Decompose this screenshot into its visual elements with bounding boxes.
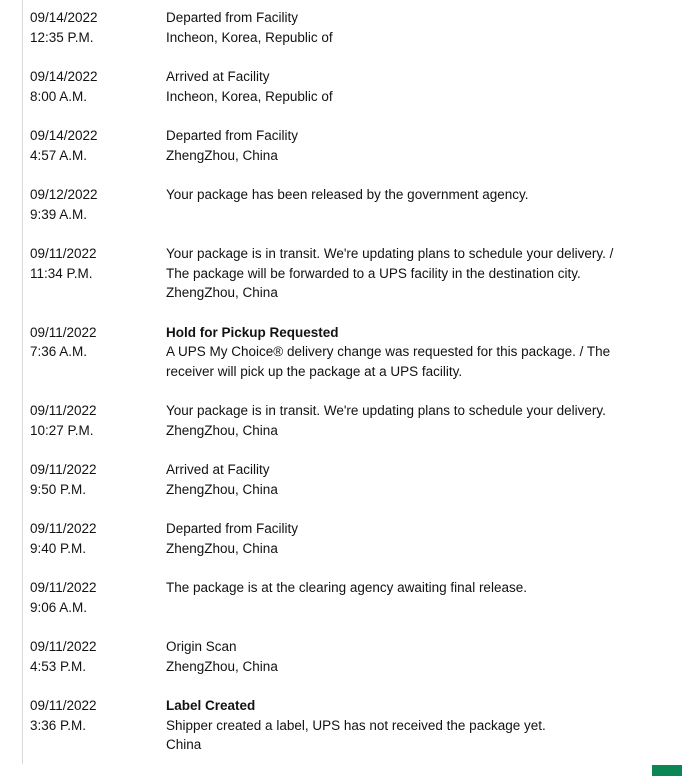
event-title: The package is at the clearing agency awaiting final release.: [166, 580, 527, 595]
event-title: Your package has been released by the government agency.: [166, 187, 529, 202]
event-location: ZhengZhou, China: [166, 422, 278, 438]
event-date: 09/11/2022: [30, 521, 97, 536]
event-description: [166, 8, 670, 47]
tracking-event-row: [0, 8, 682, 47]
bottom-bar: [0, 764, 682, 776]
event-location: ZhengZhou, China: [166, 481, 278, 497]
event-date: 09/12/2022: [30, 187, 98, 202]
event-timestamp: [30, 578, 166, 617]
event-timestamp: [30, 696, 166, 735]
event-title: Arrived at Facility: [166, 462, 270, 477]
event-title: Your package is in transit. We're updating plans to schedule your delivery.: [166, 403, 606, 418]
event-title: Your package is in transit. We're updating plans to schedule your delivery. / The package will be forwarded to a UPS facility in the destination city.: [166, 246, 614, 281]
event-time: 8:00 A.M.: [30, 88, 88, 104]
event-description: [166, 460, 670, 499]
event-description: [166, 323, 670, 382]
event-description: [166, 401, 670, 440]
event-title: Departed from Facility: [166, 128, 299, 143]
event-date: 09/11/2022: [30, 698, 97, 713]
event-date: 09/11/2022: [30, 580, 97, 595]
event-time: 10:27 P.M.: [30, 422, 94, 438]
event-title: Hold for Pickup Requested: [166, 324, 339, 340]
event-title: Arrived at Facility: [166, 69, 270, 84]
event-timestamp: [30, 637, 166, 676]
event-date: 09/11/2022: [30, 639, 97, 654]
event-location: ZhengZhou, China: [166, 147, 278, 163]
tracking-event-row: [0, 696, 682, 755]
tracking-event-row: [0, 323, 682, 382]
event-date: 09/11/2022: [30, 246, 97, 261]
event-timestamp: [30, 244, 166, 283]
tracking-event-row: [0, 126, 682, 165]
event-description: [166, 67, 670, 106]
event-title: Departed from Facility: [166, 521, 299, 536]
event-location: Incheon, Korea, Republic of: [166, 29, 333, 45]
event-time: 3:36 P.M.: [30, 717, 87, 733]
tracking-event-row: [0, 519, 682, 558]
event-timestamp: [30, 8, 166, 47]
event-date: 09/11/2022: [30, 462, 97, 477]
event-time: 12:35 P.M.: [30, 29, 94, 45]
event-timestamp: [30, 126, 166, 165]
event-description: [166, 185, 670, 205]
tracking-event-row: [0, 244, 682, 303]
event-timestamp: [30, 460, 166, 499]
event-timestamp: [30, 185, 166, 224]
event-date: 09/11/2022: [30, 324, 97, 340]
event-date: 09/14/2022: [30, 69, 98, 84]
event-time: 4:57 A.M.: [30, 147, 88, 163]
event-description: [166, 578, 670, 598]
event-timestamp: [30, 519, 166, 558]
event-location: ZhengZhou, China: [166, 540, 278, 556]
event-description: [166, 519, 670, 558]
event-date: 09/14/2022: [30, 10, 98, 25]
event-location: Incheon, Korea, Republic of: [166, 88, 333, 104]
event-timestamp: [30, 67, 166, 106]
event-location: ZhengZhou, China: [166, 658, 278, 674]
event-description: [166, 244, 670, 303]
tracking-event-row: [0, 637, 682, 676]
scroll-progress-indicator[interactable]: [652, 765, 682, 776]
event-title: Origin Scan: [166, 639, 237, 654]
event-date: 09/14/2022: [30, 128, 98, 143]
tracking-event-row: [0, 185, 682, 224]
event-location: ZhengZhou, China: [166, 285, 278, 300]
event-time: 11:34 P.M.: [30, 265, 93, 281]
event-description: [166, 696, 670, 755]
event-date: 09/11/2022: [30, 403, 97, 418]
event-timestamp: [30, 323, 166, 362]
event-time: 9:50 P.M.: [30, 481, 87, 497]
event-title: Label Created: [166, 698, 256, 713]
event-time: 9:39 A.M.: [30, 206, 88, 222]
event-time: 4:53 P.M.: [30, 658, 87, 674]
tracking-event-row: [0, 578, 682, 617]
tracking-event-row: [0, 460, 682, 499]
event-description: [166, 126, 670, 165]
event-time: 9:06 A.M.: [30, 599, 88, 615]
event-time: 9:40 P.M.: [30, 540, 87, 556]
event-title: Departed from Facility: [166, 10, 299, 25]
event-detail: A UPS My Choice® delivery change was requested for this package. / The receiver will pick up the package at a UPS facility.: [166, 344, 611, 379]
tracking-event-row: [0, 401, 682, 440]
event-time: 7:36 A.M.: [30, 344, 88, 359]
event-timestamp: [30, 401, 166, 440]
event-detail: Shipper created a label, UPS has not received the package yet.: [166, 717, 546, 733]
event-location: China: [166, 737, 202, 752]
tracking-event-row: [0, 67, 682, 106]
event-description: [166, 637, 670, 676]
